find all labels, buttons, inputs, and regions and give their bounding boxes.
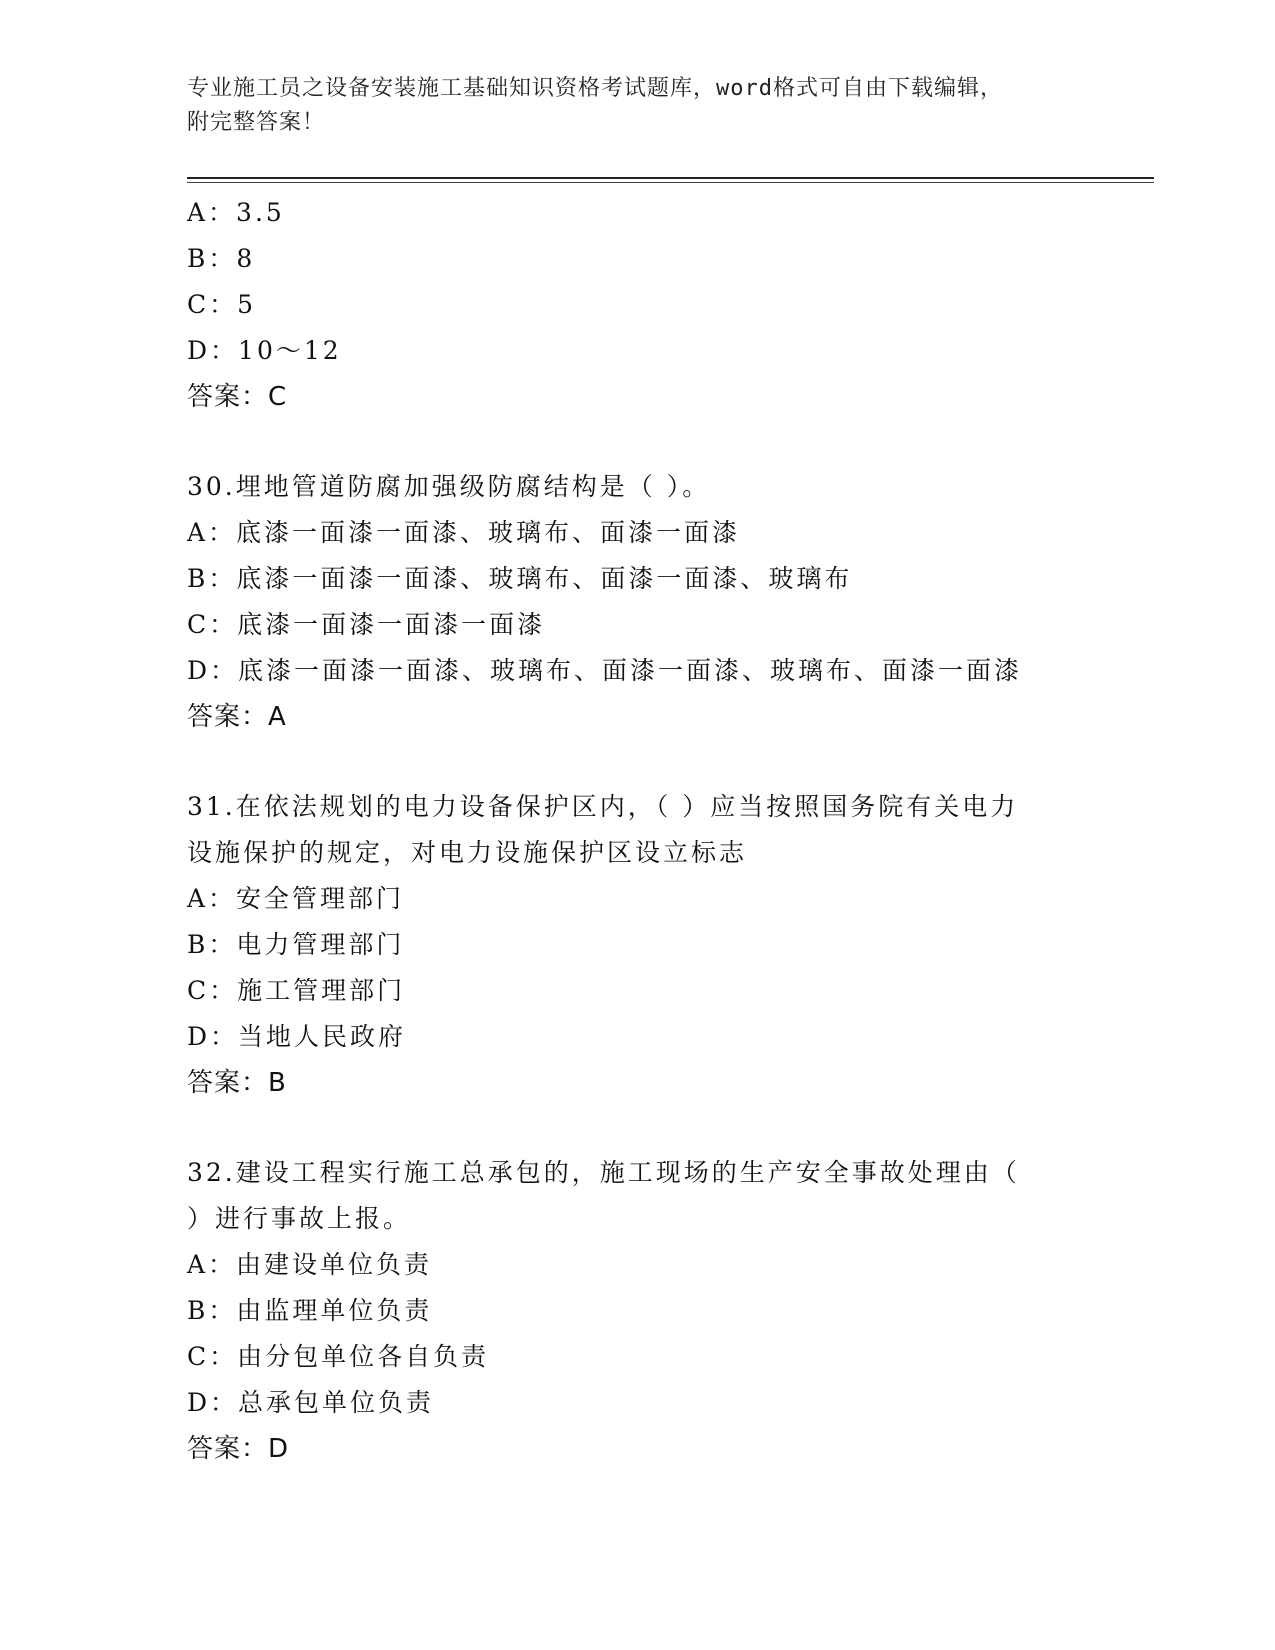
option-a: A：安全管理部门 xyxy=(187,884,405,913)
answer: 答案：A xyxy=(187,702,287,732)
option-d: D：总承包单位负责 xyxy=(187,1388,435,1417)
answer: 答案：C xyxy=(187,382,288,412)
option-b: B：电力管理部门 xyxy=(187,930,405,959)
option-a: A：由建设单位负责 xyxy=(187,1250,433,1279)
spacer xyxy=(187,740,1087,784)
question-30 xyxy=(187,464,1087,740)
option-a: A：3.5 xyxy=(187,198,285,227)
option-b: B：由监理单位负责 xyxy=(187,1296,433,1325)
question-stem-line-1: 32.建设工程实行施工总承包的，施工现场的生产安全事故处理由（ xyxy=(187,1158,1020,1187)
question-stem-line-2: ）进行事故上报。 xyxy=(187,1204,412,1233)
question-stem-line-1: 31.在依法规划的电力设备保护区内，（ ）应当按照国务院有关电力 xyxy=(187,792,1019,821)
option-d: D：当地人民政府 xyxy=(187,1022,407,1051)
answer: 答案：D xyxy=(187,1434,290,1464)
spacer xyxy=(187,420,1087,464)
header-divider-thin xyxy=(187,182,1154,183)
option-c: C：底漆一面漆一面漆一面漆 xyxy=(187,610,546,639)
option-c: C：由分包单位各自负责 xyxy=(187,1342,490,1371)
option-b: B：8 xyxy=(187,244,256,273)
header-line-1: 专业施工员之设备安装施工基础知识资格考试题库，word格式可自由下载编辑， xyxy=(187,76,1003,101)
question-stem-line-2: 设施保护的规定，对电力设施保护区设立标志 xyxy=(187,838,748,867)
question-32 xyxy=(187,1150,1087,1472)
document-header xyxy=(187,72,1087,140)
option-d: D：底漆一面漆一面漆、玻璃布、面漆一面漆、玻璃布、面漆一面漆 xyxy=(187,656,1023,685)
option-a: A：底漆一面漆一面漆、玻璃布、面漆一面漆 xyxy=(187,518,741,547)
option-c: C：施工管理部门 xyxy=(187,976,406,1005)
header-divider-thick xyxy=(187,177,1154,179)
option-b: B：底漆一面漆一面漆、玻璃布、面漆一面漆、玻璃布 xyxy=(187,564,853,593)
question-31 xyxy=(187,784,1087,1106)
question-stem: 30.埋地管道防腐加强级防腐结构是（ ）。 xyxy=(187,472,711,501)
question-29-partial xyxy=(187,190,1087,420)
question-list xyxy=(187,190,1087,1472)
option-d: D：10～12 xyxy=(187,336,342,365)
option-c: C：5 xyxy=(187,290,257,319)
header-line-2: 附完整答案！ xyxy=(187,110,326,135)
answer: 答案：B xyxy=(187,1068,287,1098)
spacer xyxy=(187,1106,1087,1150)
